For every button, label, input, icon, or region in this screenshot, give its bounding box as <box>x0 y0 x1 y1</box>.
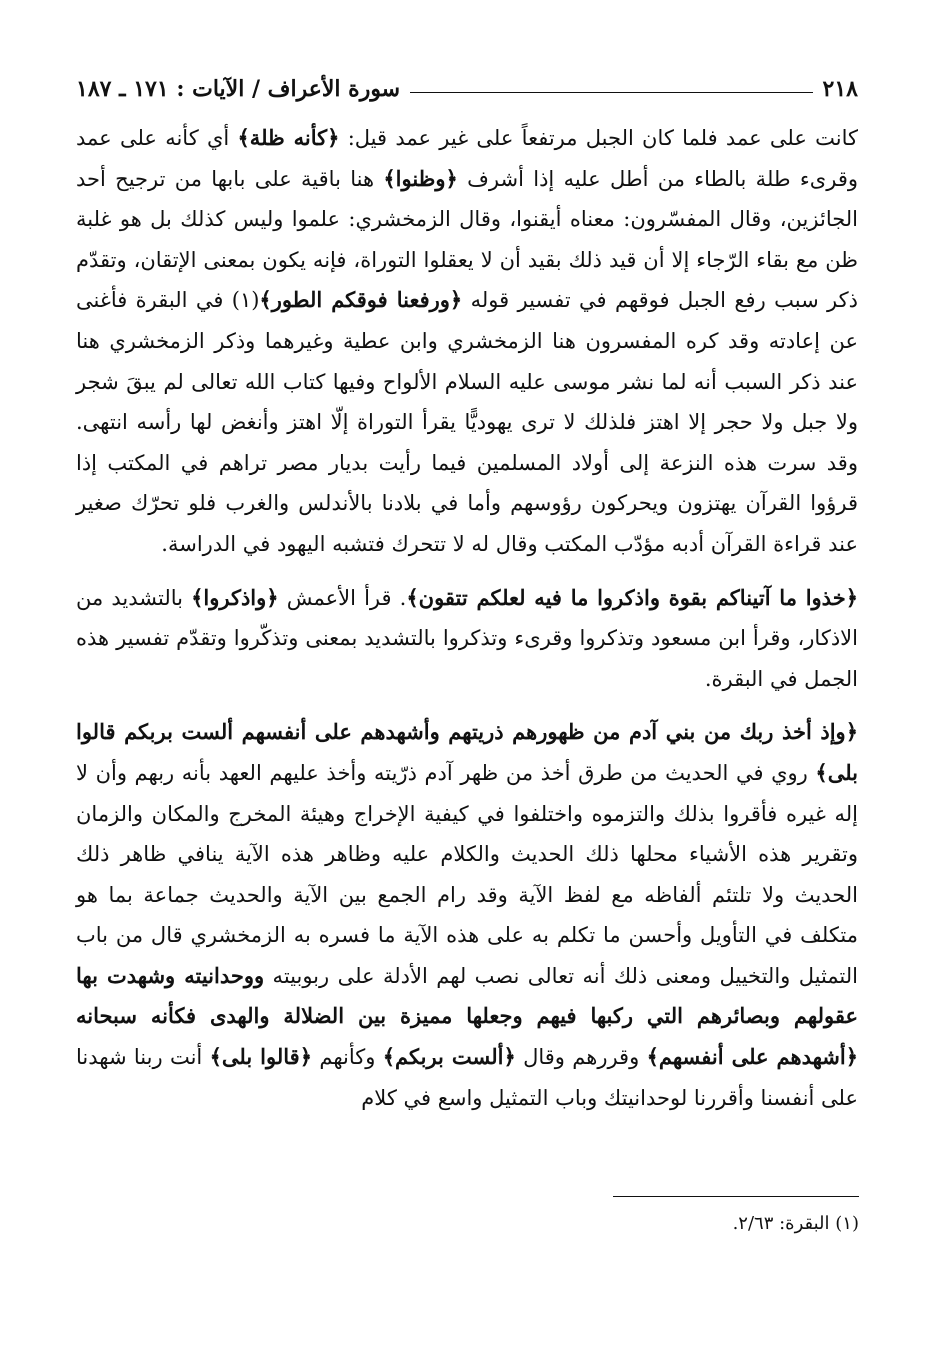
text-segment: وقررهم وقال <box>515 1045 647 1070</box>
paragraph <box>76 712 858 1118</box>
text-segment: (١) في البقرة فأغنى عن إعادته وقد كره المفسرون هنا الزمخشري وابن عطية وغيرهما وذكر الزمخشري هنا عند ذكر السبب أنه لما نشر موسى عليه السلام الألواح وفيها كتاب الله تعالى لم يبقَ شجر ولا جبل ولا حجر إلا اهتز فلذلك لا ترى يهوديًّا يقرأ التوراة إلّا اهتز وأنغض لها رأسه انتهى. وقد سرت هذه النزعة إلى أولاد المسلمين فيما رأيت بديار مصر تراهم في المكتب إذا قرؤوا القرآن يهتزون ويحركون رؤوسهم وأما في بلادنا بالأندلس والغرب فلو تحرّك صغير عند قراءة القرآن أدبه مؤدّب المكتب وقال له لا تتحرك فتشبه اليهود في الدراسة. <box>76 288 858 556</box>
quran-quote: ﴿قالوا بلى﴾ <box>209 1044 312 1070</box>
text-segment: هنا باقية على بابها من ترجيح أحد الجائزين، وقال المفسّرون: معناه أيقنوا، وقال الزمخشري: علموا وليس كذلك بل هو غلبة ظن مع بقاء الرّجاء إلا أن قيد ذلك بقيد أن لا يعقلوا التوراة، فإنه يكون بمعنى الإتقان، وتقدّم ذكر سبب رفع الجبل فوقهم في تفسير قوله <box>76 166 858 313</box>
footnote-rule <box>613 1196 859 1197</box>
paragraph <box>76 578 858 700</box>
quran-quote: ﴿خذوا ما آتيناكم بقوة واذكروا ما فيه لعلكم تتقون﴾ <box>406 584 858 610</box>
quran-quote: ﴿أشهدهم على أنفسهم﴾ <box>646 1044 859 1070</box>
text-segment: أي كأنه على عمد وقرىء طلة بالطاء من أطل عليه إذا أشرف <box>76 126 858 191</box>
quran-quote: ﴿واذكروا﴾ <box>191 584 279 610</box>
text-segment: وكأنهم <box>312 1045 383 1070</box>
text-segment: . قرأ الأعمش <box>278 585 407 610</box>
quran-quote: ﴿وإذ أخذ ربك من بني آدم من ظهورهم ذريتهم وأشهدهم على أنفسهم ألست بربكم قالوا بلى﴾ <box>76 719 858 785</box>
quran-quote: ﴿ألست بربكم﴾ <box>382 1044 516 1070</box>
text-segment: روي في الحديث من طرق أخذ من ظهر آدم ذرّيته وأخذ عليهم العهد بأنه ربهم وأن لا إله غيره فأقروا بذلك والتزموه واختلفوا في كيفية الإخراج وهيئة المخرج والمكان والزمان وتقرير هذه الأشياء محلها ذلك الحديث والكلام عليه وظاهر هذه الآية ينافي ظاهر ذلك الحديث ولا تلتئم ألفاظه مع لفظ الآية وقد رام الجمع بين الآية والحديث جماعة بما هو متكلف في التأويل وأحسن ما تكلم به على هذه الآية ما فسره به الزمخشري قال من باب التمثيل والتخييل ومعنى ذلك أنه تعالى نصب لهم الأدلة على ربوبيته <box>76 760 859 988</box>
page-header <box>76 62 858 102</box>
header-rule <box>410 92 812 93</box>
quran-quote: ﴿كأنه ظلة﴾ <box>237 125 340 150</box>
text-segment: أنت ربنا شهدنا على أنفسنا وأقررنا لوحدانيتك وباب التمثيل واسع في كلام <box>76 1045 858 1110</box>
running-title: سورة الأعراف / الآيات : ١٧١ ـ ١٨٧ <box>76 76 401 102</box>
page-number: ٢١٨ <box>822 76 858 102</box>
quran-quote: ﴿وظنوا﴾ <box>383 165 458 191</box>
quran-quote: ﴿ورفعنا فوقكم الطور﴾ <box>259 287 463 313</box>
bold-text-segment: ووحدانيته وشهدت بها عقولهم وبصائرهم التي ركبها فيهم وجعلها مميزة بين الضلالة والهدى فكأنه سبحانه <box>76 962 858 1029</box>
text-segment: كانت على عمد فلما كان الجبل مرتفعاً على غير عمد قيل: <box>339 126 858 150</box>
footnote: (١) البقرة: ٢/٦٣. <box>732 1213 859 1234</box>
body-text <box>76 118 858 1118</box>
paragraph <box>76 118 858 565</box>
text-segment: بالتشديد من الاذكار، وقرأ ابن مسعود وتذكروا وقرىء وتذكروا بالتشديد بمعنى وتذكّروا وتقدّم تفسير هذه الجمل في البقرة. <box>76 585 858 691</box>
